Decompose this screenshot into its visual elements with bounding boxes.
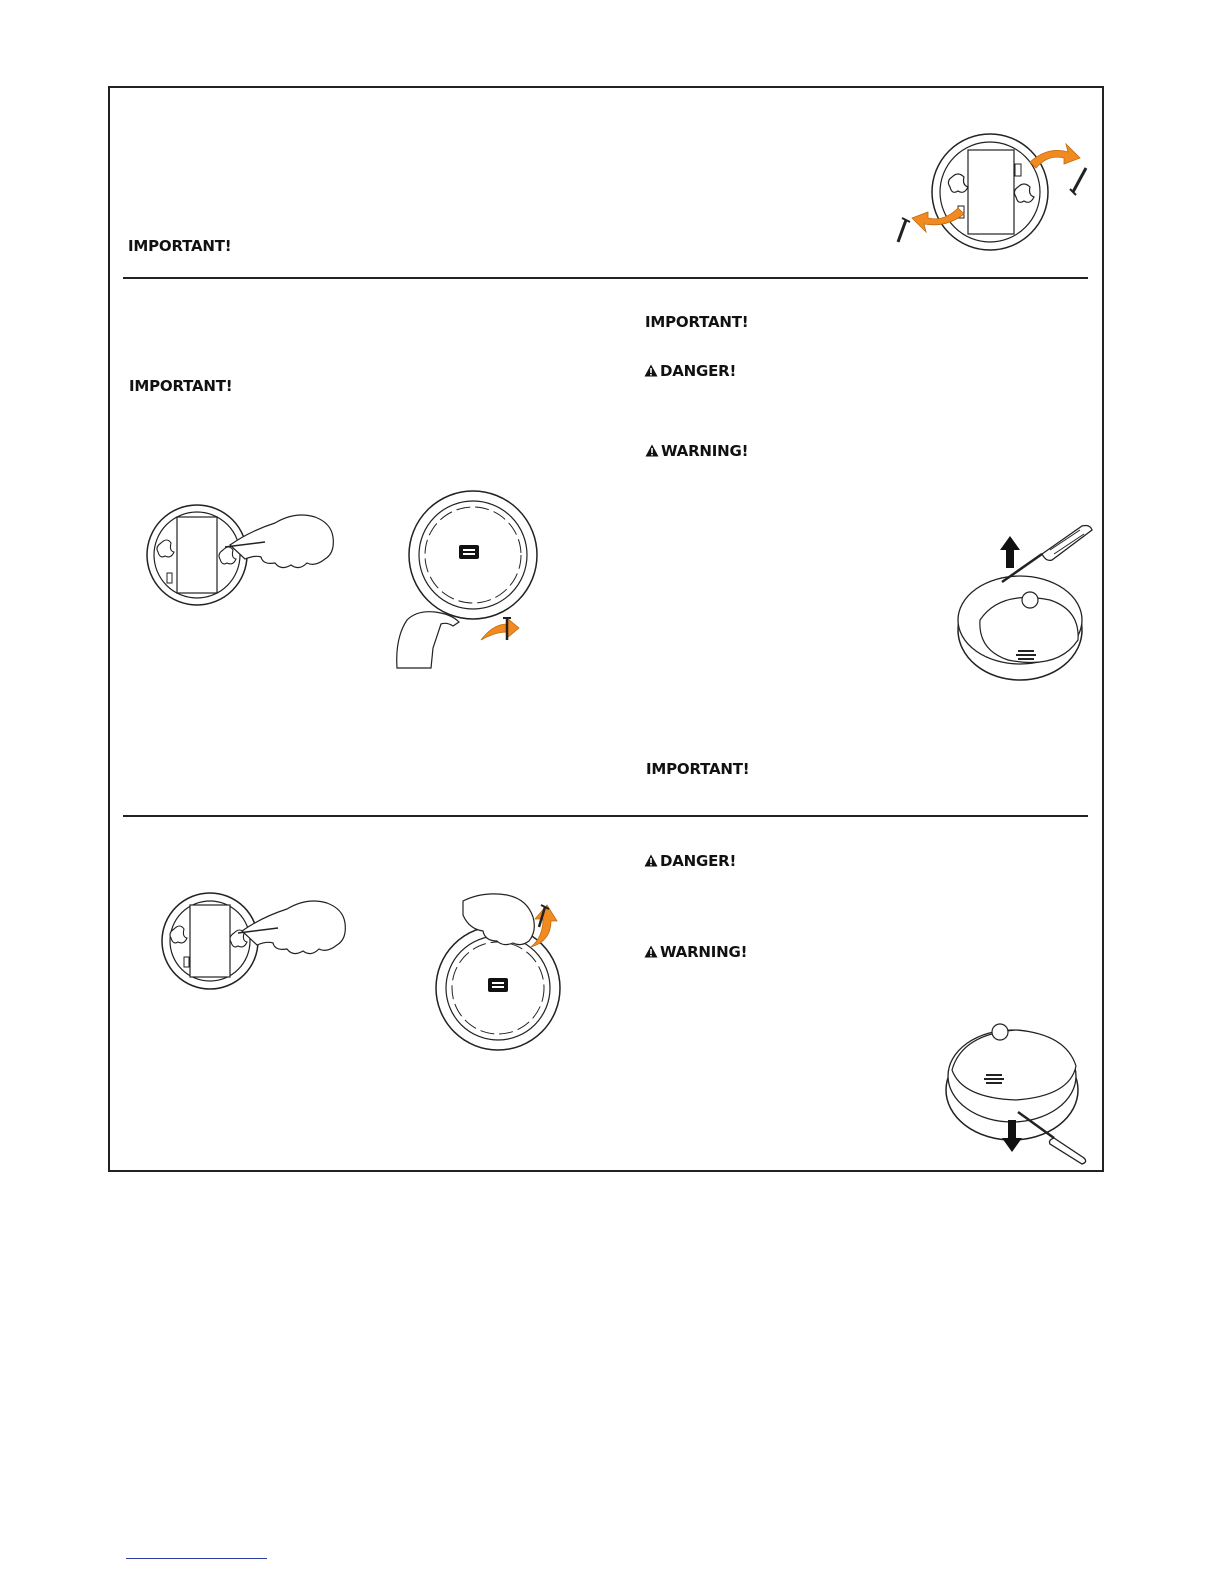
screwdriver-release-down-figure	[940, 1020, 1095, 1165]
warning-triangle-icon	[644, 364, 658, 377]
section-divider-2	[123, 815, 1088, 817]
hand-inserting-screw-figure	[145, 495, 340, 610]
trim-ring-screw-top-figure	[433, 883, 568, 1058]
warning-text: WARNING!	[660, 943, 748, 961]
section-divider-1	[123, 277, 1088, 279]
warning-triangle-icon	[645, 444, 659, 457]
screwdriver-pry-up-figure	[950, 520, 1098, 685]
warning-label-lower	[644, 943, 747, 961]
hand-inserting-screw-figure-lower	[160, 883, 355, 998]
warning-triangle-icon	[644, 945, 658, 958]
important-label-left: IMPORTANT!	[129, 377, 233, 395]
danger-label-upper	[644, 362, 736, 380]
warning-label-upper	[645, 442, 748, 460]
mounting-plate-screws-figure	[890, 132, 1090, 257]
footer-link-underline	[126, 1558, 267, 1559]
important-label-right-upper: IMPORTANT!	[645, 313, 749, 331]
important-label-top: IMPORTANT!	[128, 237, 232, 255]
danger-text: DANGER!	[660, 362, 737, 380]
danger-text: DANGER!	[660, 852, 737, 870]
trim-ring-screw-figure	[393, 490, 553, 675]
warning-text: WARNING!	[661, 442, 749, 460]
warning-triangle-icon	[644, 854, 658, 867]
danger-label-lower	[644, 852, 736, 870]
important-label-right-lower: IMPORTANT!	[646, 760, 750, 778]
